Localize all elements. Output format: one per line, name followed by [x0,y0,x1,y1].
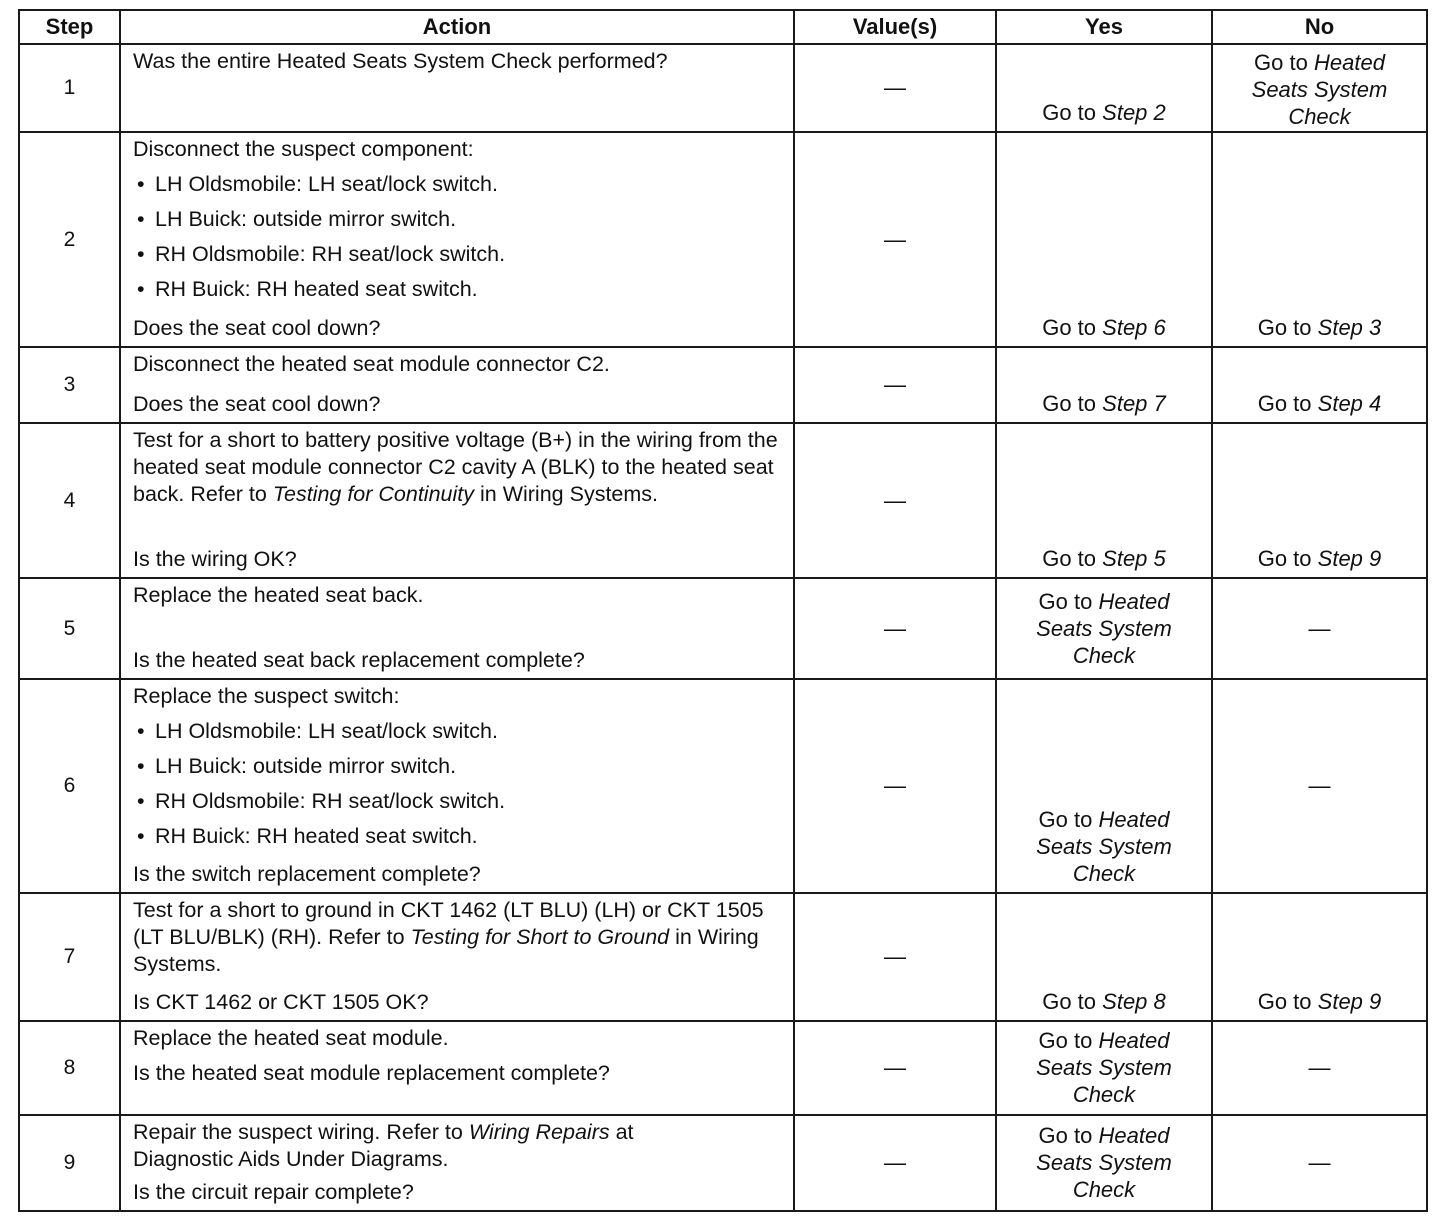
step-ref: Step 3 [1317,315,1382,340]
list-item: • LH Oldsmobile: LH seat/lock switch. [155,718,781,745]
action-question: Is the circuit repair complete? [133,1180,414,1204]
action-question: Is the wiring OK? [133,547,297,571]
no-cell: — [1212,1115,1427,1211]
action-question: Does the seat cool down? [133,392,381,416]
no-text: Go to Step 9 [1257,546,1382,571]
header-values: Value(s) [794,10,996,44]
yes-cell [996,423,1212,578]
table-row [19,1021,1427,1115]
step-ref: Step 5 [1102,546,1166,571]
header-yes: Yes [996,10,1212,44]
action-intro: Replace the heated seat back. [133,583,424,607]
action-cell [120,1115,794,1211]
yes-cell [996,132,1212,347]
list-item: • RH Buick: RH heated seat switch. [155,276,781,303]
yes-cell [996,347,1212,423]
yes-cell [996,1115,1212,1211]
reference-link: Testing for Short to Ground [410,925,670,949]
yes-text: Go to Step 8 [1042,989,1166,1014]
action-cell [120,423,794,578]
list-item: • LH Buick: outside mirror switch. [155,206,781,233]
step-number: 5 [19,578,120,679]
yes-cell [996,679,1212,893]
step-number: 4 [19,423,120,578]
step-ref: Step 2 [1102,100,1166,125]
yes-text: Go to Heated Seats System Check [1036,1123,1172,1202]
list-item: • LH Buick: outside mirror switch. [155,753,781,780]
table-row [19,347,1427,423]
table-row [19,893,1427,1021]
no-cell [1212,893,1427,1021]
no-text: Go to Step 3 [1257,315,1382,340]
no-cell [1212,423,1427,578]
step-number: 3 [19,347,120,423]
step-number: 6 [19,679,120,893]
step-ref: Heated Seats System Check [1036,1028,1172,1107]
step-number: 8 [19,1021,120,1115]
value-cell: — [794,578,996,679]
table-row [19,1115,1427,1211]
header-no: No [1212,10,1427,44]
yes-cell [996,1021,1212,1115]
yes-cell [996,578,1212,679]
action-intro: Repair the suspect wiring. Refer to Wiring Repairs at Diagnostic Aids Under Diagrams. [133,1120,634,1171]
step-ref: Heated Seats System Check [1251,50,1388,129]
action-intro: Replace the heated seat module. [133,1026,449,1050]
yes-text: Go to Step 7 [1042,391,1166,416]
value-cell: — [794,1115,996,1211]
action-cell [120,1021,794,1115]
step-ref: Step 4 [1317,391,1382,416]
action-cell [120,44,794,132]
action-intro: Test for a short to ground in CKT 1462 (LT BLU) (LH) or CKT 1505 (LT BLU/BLK) (RH). Refer to Testing for Short to Ground in Wiring Systems. [133,898,764,976]
bullet-list [133,171,781,303]
no-cell [1212,44,1427,132]
no-cell [1212,132,1427,347]
no-cell: — [1212,1021,1427,1115]
list-item: • RH Buick: RH heated seat switch. [155,823,781,850]
value-cell: — [794,347,996,423]
action-cell [120,679,794,893]
step-ref: Step 7 [1102,391,1166,416]
no-text: Go to Step 4 [1257,391,1382,416]
action-intro: Test for a short to battery positive voltage (B+) in the wiring from the heated seat module connector C2 cavity A (BLK) to the heated seat back. Refer to Testing for Continuity in Wiring Systems. [133,428,778,506]
yes-text: Go to Heated Seats System Check [1036,807,1172,886]
reference-link: Wiring Repairs [468,1120,610,1144]
table-row [19,132,1427,347]
list-item: • RH Oldsmobile: RH seat/lock switch. [155,241,781,268]
value-cell: — [794,893,996,1021]
step-number: 1 [19,44,120,132]
header-step: Step [19,10,120,44]
table-row [19,578,1427,679]
yes-text: Go to Step 6 [1042,315,1166,340]
action-cell [120,347,794,423]
step-ref: Heated Seats System Check [1036,1123,1172,1202]
table-row [19,423,1427,578]
yes-text: Go to Step 5 [1042,546,1166,571]
action-cell [120,132,794,347]
value-cell: — [794,1021,996,1115]
step-number: 7 [19,893,120,1021]
no-cell: — [1212,679,1427,893]
action-question: Does the seat cool down? [133,316,381,340]
step-number: 2 [19,132,120,347]
no-cell [1212,347,1427,423]
table-row [19,679,1427,893]
step-number: 9 [19,1115,120,1211]
action-intro: Was the entire Heated Seats System Check performed? [133,49,668,73]
step-ref: Step 6 [1102,315,1166,340]
action-cell [120,893,794,1021]
step-ref: Heated Seats System Check [1036,588,1172,668]
value-cell: — [794,679,996,893]
yes-cell [996,44,1212,132]
list-item: • RH Oldsmobile: RH seat/lock switch. [155,788,781,815]
no-text: Go to Step 9 [1257,989,1382,1014]
no-text: Go to Heated Seats System Check [1251,50,1388,129]
list-item: • LH Oldsmobile: LH seat/lock switch. [155,171,781,198]
action-intro: Disconnect the heated seat module connector C2. [133,352,610,376]
yes-cell [996,893,1212,1021]
action-question: Is the switch replacement complete? [133,862,481,886]
action-question: Is the heated seat module replacement complete? [133,1061,610,1085]
step-ref: Step 9 [1317,546,1382,571]
table-row [19,44,1427,132]
action-question: Is CKT 1462 or CKT 1505 OK? [133,990,429,1014]
no-cell: — [1212,578,1427,679]
header-action: Action [120,10,794,44]
yes-text: Go to Heated Seats System Check [1036,588,1172,668]
bullet-list [133,718,781,850]
header-row [19,10,1427,44]
step-ref: Step 8 [1102,989,1166,1014]
value-cell: — [794,44,996,132]
yes-text: Go to Heated Seats System Check [1036,1028,1172,1107]
action-cell [120,578,794,679]
yes-text: Go to Step 2 [1042,100,1166,125]
value-cell: — [794,423,996,578]
value-cell: — [794,132,996,347]
action-question: Is the heated seat back replacement complete? [133,648,585,672]
action-intro: Disconnect the suspect component: [133,137,474,161]
step-ref: Heated Seats System Check [1036,807,1172,886]
step-ref: Step 9 [1317,989,1382,1014]
diagnostic-table [18,9,1428,1212]
reference-link: Testing for Continuity [272,482,475,506]
action-intro: Replace the suspect switch: [133,684,400,708]
